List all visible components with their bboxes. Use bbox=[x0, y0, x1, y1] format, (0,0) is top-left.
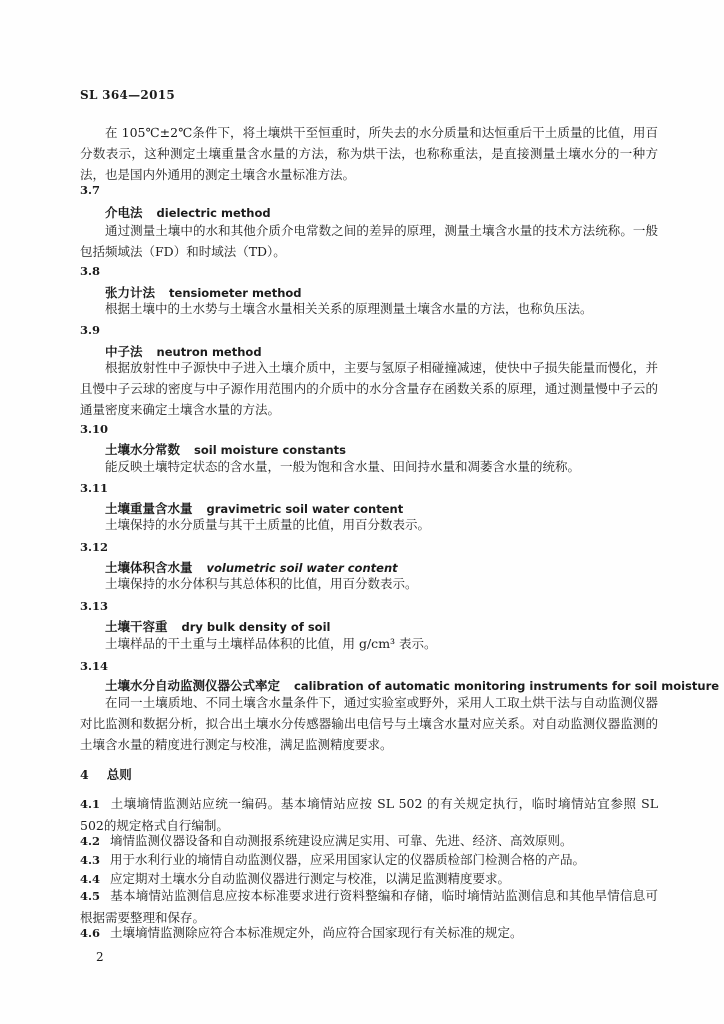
term-definition-block bbox=[80, 298, 658, 319]
term-english: calibration of automatic monitoring instruments for soil moisture bbox=[294, 679, 720, 693]
intro-paragraph-block bbox=[80, 122, 658, 185]
clause bbox=[80, 922, 658, 944]
term-number: 3.7 bbox=[80, 183, 101, 197]
term-definition-block bbox=[80, 573, 658, 594]
term-english: dry bulk density of soil bbox=[181, 620, 331, 634]
term-definition: 通过测量土壤中的水和其他介质介电常数之间的差异的原理，测量土壤含水量的技术方法统称。一般包括频域法（FD）和时域法（TD）。 bbox=[80, 223, 658, 259]
term-chinese: 土壤水分常数 bbox=[105, 442, 181, 457]
clause-text: 土壤墒情监测除应符合本标准规定外，尚应符合国家现行有关标准的规定。 bbox=[110, 925, 523, 940]
clause-text: 土壤墒情监测站应统一编码。基本墒情站应按 SL 502 的有关规定执行，临时墒情站宜参照 SL 502的规定格式自行编制。 bbox=[80, 796, 658, 833]
term-number: 3.14 bbox=[80, 659, 109, 673]
term-definition: 根据土壤中的土水势与土壤含水量相关关系的原理测量土壤含水量的方法，也称负压法。 bbox=[105, 301, 593, 316]
term-chinese: 土壤重量含水量 bbox=[105, 501, 193, 516]
section-heading bbox=[80, 765, 132, 783]
standard-code: SL 364—2015 bbox=[80, 88, 176, 102]
term-english: neutron method bbox=[156, 345, 262, 359]
clause-number: 4.2 bbox=[80, 834, 101, 848]
term-definition: 在同一土壤质地、不同土壤含水量条件下，通过实验室或野外，采用人工取土烘干法与自动监测仪器对比监测和数据分析，拟合出土壤水分传感器输出电信号与土壤含水量对应关系。对自动监测仪器监测的土壤含水量的精度进行测定与校准，满足监测精度要求。 bbox=[80, 695, 658, 752]
term-heading bbox=[105, 203, 271, 221]
term-definition-block bbox=[80, 456, 658, 477]
clause-text: 墒情监测仪器设备和自动测报系统建设应满足实用、可靠、先进、经济、高效原则。 bbox=[110, 833, 573, 848]
section-title: 总则 bbox=[106, 767, 132, 782]
term-definition: 土壤保持的水分体积与其总体积的比值，用百分数表示。 bbox=[105, 576, 418, 591]
term-number: 3.8 bbox=[80, 264, 101, 278]
term-english: volumetric soil water content bbox=[206, 561, 398, 575]
term-number: 3.9 bbox=[80, 323, 101, 337]
section-number: 4 bbox=[80, 767, 89, 782]
term-chinese: 土壤体积含水量 bbox=[105, 560, 193, 575]
page-number: 2 bbox=[96, 950, 104, 964]
clause-number: 4.5 bbox=[80, 889, 101, 903]
term-number: 3.11 bbox=[80, 481, 109, 495]
term-number: 3.12 bbox=[80, 540, 109, 554]
clause-text: 基本墒情站监测信息应按本标准要求进行资料整编和存储，临时墒情站监测信息和其他旱情信息可根据需要整理和保存。 bbox=[80, 888, 658, 925]
term-number: 3.10 bbox=[80, 422, 109, 436]
term-chinese: 介电法 bbox=[105, 205, 143, 220]
clause-number: 4.3 bbox=[80, 853, 101, 867]
term-english: tensiometer method bbox=[169, 286, 302, 300]
term-english: soil moisture constants bbox=[194, 443, 347, 457]
term-chinese: 土壤干容重 bbox=[105, 619, 168, 634]
intro-paragraph: 在 105℃±2℃条件下，将土壤烘干至恒重时，所失去的水分质量和达恒重后干土质量的比值，用百分数表示，这种测定土壤重量含水量的方法，称为烘干法，也称称重法，是直接测量土壤水分的一种方法，也是国内外通用的测定土壤含水量标准方法。 bbox=[80, 125, 658, 182]
term-chinese: 土壤水分自动监测仪器公式率定 bbox=[105, 678, 281, 693]
term-definition-block bbox=[80, 514, 658, 535]
term-english: gravimetric soil water content bbox=[206, 502, 404, 516]
clause-number: 4.6 bbox=[80, 926, 101, 940]
term-english: dielectric method bbox=[156, 206, 271, 220]
term-definition: 土壤样品的干土重与土壤样品体积的比值，用 g/cm³ 表示。 bbox=[105, 636, 437, 651]
term-definition-block bbox=[80, 633, 658, 654]
term-definition-block bbox=[80, 692, 658, 755]
term-definition-block bbox=[80, 220, 658, 262]
term-definition: 根据放射性中子源快中子进入土壤介质中，主要与氢原子相碰撞减速，使快中子损失能量而慢化，并且慢中子云球的密度与中子源作用范围内的介质中的水分含量存在函数关系的原理，通过测量慢中子云的通量密度来确定土壤含水量的方法。 bbox=[80, 360, 658, 417]
term-chinese: 中子法 bbox=[105, 344, 143, 359]
term-definition-block bbox=[80, 357, 658, 420]
clause-number: 4.4 bbox=[80, 872, 101, 886]
term-number: 3.13 bbox=[80, 599, 109, 613]
term-chinese: 张力计法 bbox=[105, 285, 156, 300]
term-definition: 能反映土壤特定状态的含水量，一般为饱和含水量、田间持水量和凋萎含水量的统称。 bbox=[105, 459, 581, 474]
term-definition: 土壤保持的水分质量与其干土质量的比值，用百分数表示。 bbox=[105, 517, 431, 532]
clause-text: 应定期对土壤水分自动监测仪器进行测定与校准，以满足监测精度要求。 bbox=[110, 871, 511, 886]
clause-number: 4.1 bbox=[80, 797, 101, 811]
clause-text: 用于水利行业的墒情自动监测仪器，应采用国家认定的仪器质检部门检测合格的产品。 bbox=[110, 852, 586, 867]
